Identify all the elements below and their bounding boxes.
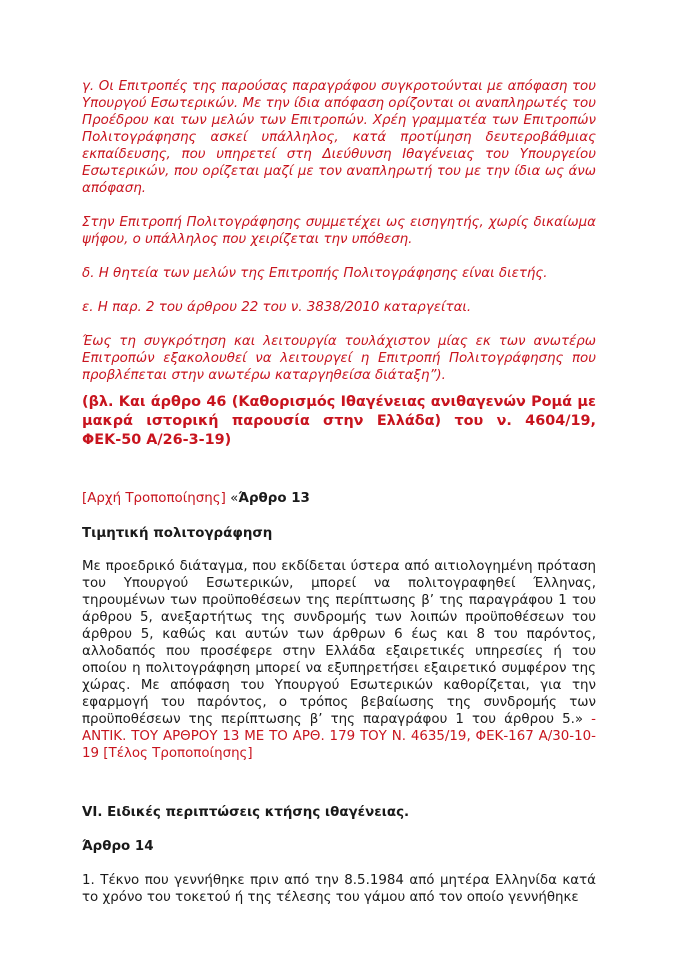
reference-article-46: (βλ. Και άρθρο 46 (Καθορισμός Ιθαγένειας ανιθαγενών Ρομά με μακρά ιστορική παρουσία στην Ελλάδα) του ν. 4604/19, ΦΕΚ-50 Α/26-3-19) <box>82 394 596 448</box>
article-14-title: Άρθρο 14 <box>82 839 154 854</box>
article-13-text: Με προεδρικό διάταγμα, που εκδίδεται ύστερα από αιτιολογημένη πρόταση του Υπουργού Εσωτερικών, μπορεί να πολιτογραφηθεί Έλληνας, τηρουμένων των προϋποθέσεων της περίπτωσης β’ της παραγράφου 1 του άρθρου 5, ανεξαρτήτως της συνδρομής των λοιπών προϋποθέσεων του άρθρου 5, καθώς και αυτών των άρθρων 6 έως και 8 του παρόντος, αλλοδαπός που προσέφερε στην Ελλάδα εξαιρετικές υπηρεσίες ή του οποίου η πολιτογράφηση μπορεί να εξυπηρετήσει εξαιρετικό συμφέρον της χώρας. Με απόφαση του Υπουργού Εσωτερικών καθορίζεται, για την εφαρμογή του παρόντος, ο τρόπος βεβαίωσης της συνδρομής των προϋποθέσεων της περίπτωσης β’ της παραγράφου 1 του άρθρου 5.» <box>82 559 596 727</box>
paragraph-transitional: Έως τη συγκρότηση και λειτουργία τουλάχιστον μίας εκ των ανωτέρω Επιτροπών εξακολουθεί να λειτουργεί η Επιτροπή Πολιτογράφησης που προβλέπεται στην ανωτέρω καταργηθείσα διάταξη”). <box>82 334 596 383</box>
paragraph-repeal: ε. Η παρ. 2 του άρθρου 22 του ν. 3838/2010 καταργείται. <box>82 300 472 315</box>
section-vi-title: VI. Ειδικές περιπτώσεις κτήσης ιθαγένειας. <box>82 805 410 820</box>
amendment-start-marker: [Αρχή Τροποποίησης] <box>82 491 226 506</box>
article-13-heading: Τιμητική πολιτογράφηση <box>82 526 273 541</box>
amendment-header <box>82 490 596 507</box>
article-13-body <box>82 558 596 762</box>
paragraph-rapporteur: Στην Επιτροπή Πολιτογράφησης συμμετέχει ως εισηγητής, χωρίς δικαίωμα ψήφου, ο υπάλληλος που χειρίζεται την υπόθεση. <box>82 215 596 247</box>
article-13-title: Άρθρο 13 <box>238 491 310 506</box>
paragraph-term-of-office: δ. Η θητεία των μελών της Επιτροπής Πολιτογράφησης είναι διετής. <box>82 266 548 281</box>
amendment-end-marker: [Τέλος Τροποποίησης] <box>99 746 253 761</box>
paragraph-committees-composition: γ. Οι Επιτροπές της παρούσας παραγράφου συγκροτούνται με απόφαση του Υπουργού Εσωτερικών. Με την ίδια απόφαση ορίζονται οι αναπληρωτές του Προέδρου και των μελών των Επιτροπών. Χρέη γραμματέα των Επιτροπών Πολιτογράφησης ασκεί υπάλληλος, κατά προτίμηση δευτεροβάθμιας εκπαίδευσης, που υπηρετεί στη Διεύθυνση Ιθαγένειας του Υπουργείου Εσωτερικών, που ορίζεται μαζί με τον αναπληρωτή του με την ίδια ως άνω απόφαση. <box>82 79 596 196</box>
article-14-paragraph-1: 1. Τέκνο που γεννήθηκε πριν από την 8.5.1984 από μητέρα Ελληνίδα κατά το χρόνο του τοκετού ή της τέλεσης του γάμου από τον οποίο γεννήθηκε <box>82 873 596 905</box>
amendment-note: - ΑΝΤΙΚ. ΤΟΥ ΑΡΘΡΟΥ 13 ΜΕ ΤΟ ΑΡΘ. 179 ΤΟΥ Ν. 4635/19, ΦΕΚ-167 Α/30-10-19 <box>82 712 596 761</box>
quote-open: « <box>225 491 239 506</box>
